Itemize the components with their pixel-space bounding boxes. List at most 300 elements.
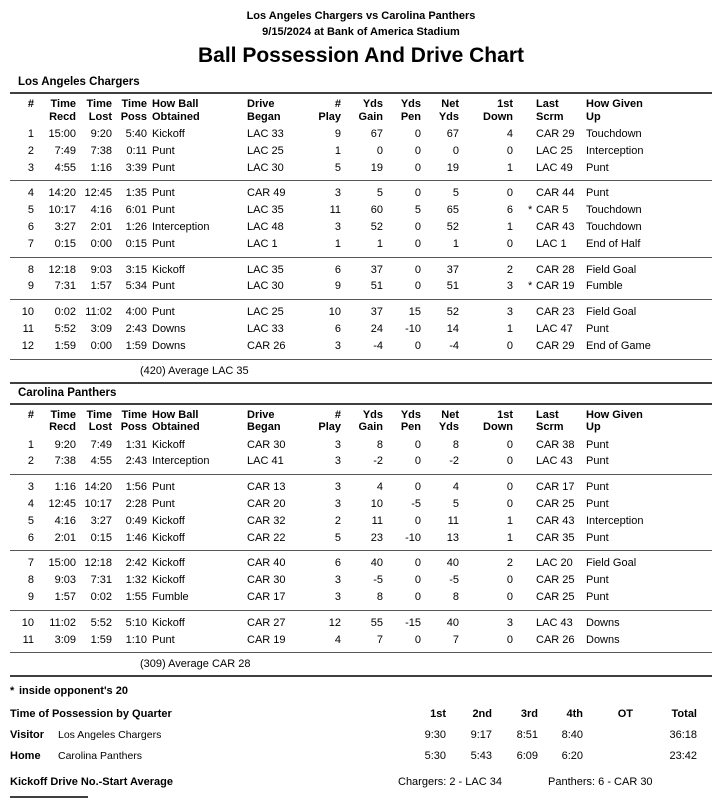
drive-cell — [513, 185, 583, 202]
drive-cell: 3:27 — [90, 514, 112, 527]
drive-cell: 3:27 — [54, 220, 76, 233]
column-header — [421, 409, 459, 434]
column-header — [76, 409, 112, 434]
drive-cell: 6 — [506, 204, 513, 217]
drive-cell: 9 — [334, 128, 341, 140]
drive-cell — [513, 513, 583, 530]
drive-cell: 55 — [370, 616, 383, 629]
section-bottom-rule — [10, 675, 712, 677]
drive-cell: -5 — [449, 574, 459, 587]
drive-cell — [513, 160, 583, 177]
drive-cell: 11 — [329, 204, 341, 217]
column-header — [383, 98, 421, 123]
drive-cell: 11:02 — [85, 306, 112, 319]
drive-cell: 2 — [334, 514, 341, 527]
drive-row — [10, 278, 712, 295]
drive-cell: 1:56 — [125, 481, 147, 494]
column-header-line2: Poss — [120, 110, 147, 123]
drive-cell: 1:59 — [90, 633, 112, 646]
column-header-line1: # — [27, 98, 34, 110]
last-scrimmage-value: CAR 25 — [536, 590, 575, 603]
drive-cell: Kickoff — [152, 438, 185, 451]
column-header — [34, 98, 76, 123]
drive-cell: 10:17 — [48, 204, 76, 217]
column-header-line2: Recd — [49, 110, 76, 123]
drive-cell: Field Goal — [586, 263, 637, 276]
drive-row — [10, 632, 712, 649]
drive-cell: 2 — [27, 455, 34, 468]
drive-cell: LAC 41 — [247, 455, 284, 468]
quarter-group — [10, 262, 712, 296]
column-header-line2: Down — [483, 110, 513, 123]
drive-cell: 2:28 — [125, 497, 147, 510]
drive-cell: 3 — [506, 306, 513, 319]
column-header — [10, 409, 34, 434]
drive-cell: 7:38 — [90, 144, 112, 157]
possession-header-row — [10, 704, 697, 725]
drive-cell: 0:15 — [54, 237, 76, 250]
column-header — [513, 98, 583, 123]
drive-cell: 11 — [447, 514, 459, 527]
drive-cell — [513, 615, 583, 632]
drive-cell: Touchdown — [586, 220, 642, 233]
last-scrimmage-value: CAR 29 — [536, 128, 575, 140]
last-scrimmage-value: LAC 25 — [536, 144, 573, 157]
drive-cell: 15:00 — [48, 557, 76, 570]
column-header-line1: # — [27, 408, 34, 421]
drive-cell: 52 — [370, 220, 383, 233]
drive-cell: 0 — [414, 455, 421, 468]
possession-value: 9:30 — [424, 729, 446, 742]
team-name: Los Angeles Chargers — [18, 76, 140, 88]
drive-cell: LAC 35 — [247, 204, 284, 217]
drive-cell: 5 — [414, 204, 421, 217]
drive-row — [10, 479, 712, 496]
footnote-asterisk: * — [10, 685, 15, 698]
drive-cell: 11 — [22, 633, 34, 646]
last-scrimmage-value: CAR 43 — [536, 220, 575, 233]
drive-cell: Kickoff — [152, 263, 185, 276]
drive-cell: CAR 27 — [247, 616, 286, 629]
drive-cell: Downs — [152, 339, 186, 352]
kickoff-average-panthers: Panthers: 6 - CAR 30 — [548, 776, 653, 789]
drive-cell: 0 — [506, 144, 513, 157]
average-start-position: (309) Average CAR 28 — [140, 658, 251, 671]
drive-cell: Interception — [586, 144, 644, 157]
drive-cell: 5:40 — [125, 128, 147, 140]
drive-cell: LAC 30 — [247, 280, 284, 293]
team-role-label: Visitor — [10, 729, 45, 742]
drive-cell: 10:17 — [84, 497, 112, 510]
drive-cell — [513, 262, 583, 279]
quarter-header: OT — [617, 708, 633, 721]
drive-cell: 5 — [334, 531, 341, 544]
drive-cell: Downs — [152, 322, 186, 335]
drive-cell: 40 — [370, 557, 383, 570]
quarter-separator — [10, 550, 712, 551]
last-scrimmage-value: CAR 25 — [536, 574, 575, 587]
drive-cell: Kickoff — [152, 616, 185, 629]
column-header-line1: Yds — [400, 408, 421, 421]
team-section — [10, 386, 712, 678]
drive-cell: Punt — [152, 187, 175, 200]
drive-cell: Punt — [152, 237, 175, 250]
column-header-line2: Lost — [88, 110, 112, 123]
drive-cell: 6:01 — [125, 204, 147, 217]
column-header-line2: Pen — [400, 421, 421, 434]
drive-cell: 2:42 — [125, 557, 147, 570]
last-scrimmage-value: CAR 35 — [536, 531, 575, 544]
column-header-line1: Net — [441, 408, 459, 421]
drive-cell: Punt — [586, 187, 609, 200]
column-header — [513, 409, 583, 434]
drive-cell: 1:35 — [125, 187, 147, 200]
last-scrimmage-value: LAC 43 — [536, 616, 573, 629]
last-scrimmage-value: CAR 29 — [536, 339, 575, 352]
possession-value: 8:51 — [516, 729, 538, 742]
drive-cell: Punt — [586, 322, 609, 335]
drive-cell: 12 — [328, 616, 341, 629]
average-start-position: (420) Average LAC 35 — [140, 364, 249, 377]
column-header-line2: Play — [318, 421, 341, 434]
drive-cell: 3 — [334, 339, 341, 352]
drive-cell: 6 — [334, 557, 341, 570]
drive-cell: 1:10 — [125, 633, 147, 646]
date-venue: 9/15/2024 at Bank of America Stadium — [262, 26, 460, 38]
drive-cell: 0 — [414, 263, 421, 276]
possession-value: 5:43 — [470, 750, 492, 763]
drive-cell: Fumble — [586, 280, 623, 293]
drive-cell: 3:09 — [54, 633, 76, 646]
drive-cell: 3 — [334, 574, 341, 587]
column-header — [34, 409, 76, 434]
drive-cell: 7:49 — [54, 144, 76, 157]
last-scrimmage-value: CAR 44 — [536, 187, 575, 200]
drive-cell: 5:52 — [90, 616, 112, 629]
drive-cell: Interception — [586, 514, 644, 527]
last-scrimmage-value: CAR 28 — [536, 263, 575, 276]
drive-cell: 6 — [27, 220, 34, 233]
drive-cell: 3 — [27, 481, 34, 494]
drive-cell: 8 — [452, 590, 459, 603]
quarter-header: Total — [671, 708, 697, 721]
column-header-line1: Time — [50, 408, 76, 421]
footnote-text: inside opponent's 20 — [19, 685, 128, 698]
drive-cell: 19 — [370, 161, 383, 174]
drive-cell: 4 — [376, 481, 383, 494]
drive-cell: -10 — [405, 322, 421, 335]
drive-cell: -10 — [405, 531, 421, 544]
drive-cell: 8 — [27, 574, 34, 587]
kickoff-average-label: Kickoff Drive No.-Start Average — [10, 776, 174, 789]
drive-cell: LAC 25 — [247, 144, 284, 157]
last-scrimmage-value: CAR 5 — [536, 204, 569, 217]
column-header — [112, 98, 147, 123]
drive-row — [10, 202, 712, 219]
drive-cell: 7 — [452, 633, 459, 646]
column-header-line1: # — [334, 98, 341, 110]
column-header — [10, 98, 34, 123]
possession-value: 9:17 — [470, 729, 492, 742]
possession-title: Time of Possession by Quarter — [10, 708, 172, 721]
drive-cell: 0 — [414, 481, 421, 494]
drive-cell: Touchdown — [586, 128, 642, 140]
drive-cell: 0 — [414, 590, 421, 603]
drive-cell: Punt — [586, 497, 609, 510]
column-header — [583, 409, 712, 434]
column-header — [459, 98, 513, 123]
team-name: Carolina Panthers — [18, 386, 117, 399]
drive-cell: 14:20 — [48, 187, 76, 200]
column-header — [341, 409, 383, 434]
inside-20-marker: * — [528, 280, 533, 293]
drive-cell: LAC 35 — [247, 263, 284, 276]
page-title: Ball Possession And Drive Chart — [198, 44, 524, 67]
drive-cell: 5 — [452, 187, 459, 200]
quarter-separator — [10, 299, 712, 300]
drive-cell: 52 — [446, 306, 459, 319]
drive-cell: -5 — [411, 497, 421, 510]
quarter-header: 2nd — [472, 708, 492, 721]
drive-cell: 0 — [414, 514, 421, 527]
drive-cell: 9:20 — [54, 438, 76, 451]
drive-cell: 67 — [370, 128, 383, 140]
drive-cell: Kickoff — [152, 557, 185, 570]
drive-cell: 10 — [328, 306, 341, 319]
drive-cell: 60 — [370, 204, 383, 217]
drive-cell — [513, 572, 583, 589]
drive-cell: 12:18 — [48, 263, 76, 276]
drive-cell: 3 — [334, 220, 341, 233]
drive-cell: 0 — [414, 144, 421, 157]
drive-cell: 5 — [376, 187, 383, 200]
column-header-line2: Up — [586, 421, 601, 434]
drive-cell: 5:34 — [125, 280, 147, 293]
drive-cell: 1:31 — [125, 438, 147, 451]
drive-cell: 1:46 — [125, 531, 147, 544]
drive-cell: Field Goal — [586, 557, 637, 570]
drive-cell: 0 — [506, 481, 513, 494]
drive-cell: 1 — [27, 128, 34, 140]
drive-cell — [513, 479, 583, 496]
drive-cell: Field Goal — [586, 306, 637, 319]
drive-cell: 9 — [334, 280, 341, 293]
drive-cell: 4:55 — [90, 455, 112, 468]
drive-row — [10, 589, 712, 606]
drive-cell — [513, 278, 583, 295]
drive-row — [10, 143, 712, 160]
column-header-line1: Drive — [247, 408, 275, 421]
drive-cell: 4 — [334, 633, 341, 646]
drive-cell: 8 — [27, 263, 34, 276]
drive-cell: Punt — [152, 481, 175, 494]
drive-cell: 0 — [414, 339, 421, 352]
drive-cell: 8 — [376, 590, 383, 603]
column-header-line1: Net — [441, 98, 459, 110]
drive-cell — [513, 143, 583, 160]
drive-cell — [513, 437, 583, 454]
drive-cell: 7:31 — [54, 280, 76, 293]
drive-cell — [513, 453, 583, 470]
drive-cell: 0:02 — [54, 306, 76, 319]
drive-cell: 3:09 — [90, 322, 112, 335]
drive-cell: 0 — [414, 161, 421, 174]
quarter-group — [10, 615, 712, 649]
drive-cell: 9:03 — [54, 574, 76, 587]
drive-row — [10, 185, 712, 202]
drive-row — [10, 530, 712, 547]
drive-cell: 40 — [446, 616, 459, 629]
drive-cell: 14:20 — [84, 481, 112, 494]
drive-cell: 0 — [414, 187, 421, 200]
column-header — [147, 409, 247, 434]
last-scrimmage-value: LAC 49 — [536, 161, 573, 174]
column-header-line1: # — [334, 408, 341, 421]
drive-cell: 0 — [414, 220, 421, 233]
team-name-label: Los Angeles Chargers — [58, 729, 162, 742]
drive-cell: LAC 30 — [247, 161, 284, 174]
drive-cell: -5 — [373, 574, 383, 587]
drive-cell: End of Half — [586, 237, 641, 250]
drive-cell: 0 — [414, 574, 421, 587]
drive-row — [10, 453, 712, 470]
drive-cell: 24 — [370, 322, 383, 335]
drive-cell: 2:43 — [125, 322, 147, 335]
drive-cell: Punt — [586, 590, 609, 603]
drive-cell: 10 — [21, 616, 34, 629]
drive-cell: 11:02 — [49, 616, 76, 629]
drive-cell: Punt — [586, 531, 609, 544]
quarter-separator — [10, 359, 712, 360]
drive-cell: 12:45 — [48, 497, 76, 510]
drive-row — [10, 160, 712, 177]
quarter-group — [10, 479, 712, 546]
drive-cell: 8 — [376, 438, 383, 451]
drive-cell: Interception — [152, 455, 210, 468]
drive-cell: 1:32 — [125, 574, 147, 587]
quarter-group — [10, 555, 712, 605]
column-header — [341, 98, 383, 123]
drive-cell: Kickoff — [152, 514, 185, 527]
drive-cell: Kickoff — [152, 531, 185, 544]
column-header-line1: 1st — [497, 408, 513, 421]
column-header-line2: Gain — [358, 110, 383, 123]
last-scrimmage-value: CAR 38 — [536, 438, 575, 451]
drive-cell: 2:01 — [54, 531, 76, 544]
drive-cell: 3 — [334, 497, 341, 510]
drive-cell: 0 — [414, 280, 421, 293]
drive-cell: 0:11 — [126, 144, 147, 157]
drive-cell: 4:00 — [125, 306, 147, 319]
drive-cell: Punt — [152, 306, 175, 319]
drive-cell: 5:10 — [125, 616, 147, 629]
drive-cell: 3 — [334, 590, 341, 603]
drive-cell: 12:45 — [84, 187, 112, 200]
possession-value: 36:18 — [669, 729, 697, 742]
drive-cell: Punt — [586, 161, 609, 174]
column-header — [421, 98, 459, 123]
quarter-separator — [10, 180, 712, 181]
drive-cell: Punt — [586, 455, 609, 468]
quarter-group — [10, 185, 712, 252]
drive-cell: 5 — [334, 161, 341, 174]
possession-value: 6:20 — [561, 750, 583, 763]
drive-cell: 52 — [446, 220, 459, 233]
drive-cell: 7 — [376, 633, 383, 646]
possession-row — [10, 725, 697, 746]
column-header-line1: Last — [536, 98, 559, 110]
drive-cell: 1 — [376, 237, 383, 250]
drive-cell: Fumble — [152, 590, 189, 603]
drive-cell — [513, 530, 583, 547]
drive-cell: 0:15 — [90, 531, 112, 544]
drive-cell: 0 — [506, 237, 513, 250]
last-scrimmage-value: CAR 26 — [536, 633, 575, 646]
drive-cell: 1 — [452, 237, 459, 250]
column-header-line1: Time — [86, 408, 112, 421]
drive-cell: 4:16 — [54, 514, 76, 527]
drive-cell: 7 — [27, 557, 34, 570]
drive-cell: CAR 26 — [247, 339, 286, 352]
drive-cell: 5 — [452, 497, 459, 510]
column-header-line2: Pen — [400, 110, 421, 123]
drive-cell — [513, 589, 583, 606]
drive-cell: 1:16 — [90, 161, 112, 174]
column-header-line2: Began — [247, 421, 281, 434]
quarter-group — [10, 304, 712, 354]
column-header-line1: Last — [536, 408, 559, 421]
drive-cell: 1 — [506, 220, 513, 233]
drive-cell: Punt — [586, 438, 609, 451]
drive-cell: 13 — [446, 531, 459, 544]
kickoff-average-chargers: Chargers: 2 - LAC 34 — [398, 776, 502, 789]
column-header — [302, 98, 341, 123]
drive-row — [10, 437, 712, 454]
column-header-line2: Obtained — [152, 421, 200, 434]
drive-cell: 1:59 — [125, 339, 147, 352]
column-header-line2: Obtained — [152, 110, 200, 123]
possession-value: 23:42 — [669, 750, 697, 763]
drive-cell: 1 — [506, 531, 513, 544]
column-header — [76, 98, 112, 123]
drive-row — [10, 555, 712, 572]
quarter-header: 4th — [566, 708, 583, 721]
quarter-separator — [10, 652, 712, 653]
last-scrimmage-value: LAC 1 — [536, 237, 567, 250]
drive-cell: 40 — [446, 557, 459, 570]
column-header-line1: Time — [86, 98, 112, 110]
possession-team-label — [10, 725, 400, 746]
column-header-line2: Began — [247, 110, 281, 123]
column-header-line1: How Ball — [152, 98, 199, 110]
drive-cell: LAC 1 — [247, 237, 278, 250]
drive-cell: LAC 33 — [247, 322, 284, 335]
drive-cell: 4:16 — [90, 204, 112, 217]
drive-cell: 0 — [506, 187, 513, 200]
last-scrimmage-value: LAC 43 — [536, 455, 573, 468]
column-header — [112, 409, 147, 434]
kickoff-average-row — [10, 775, 712, 790]
drive-cell — [513, 126, 583, 143]
drive-cell: 1 — [334, 144, 341, 157]
drive-cell — [513, 321, 583, 338]
drive-cell: 0 — [414, 438, 421, 451]
drive-cell: Downs — [586, 633, 620, 646]
drive-cell: Downs — [586, 616, 620, 629]
drive-cell: 9 — [27, 280, 34, 293]
drive-cell: 0 — [414, 633, 421, 646]
drive-cell: 0:02 — [90, 590, 112, 603]
